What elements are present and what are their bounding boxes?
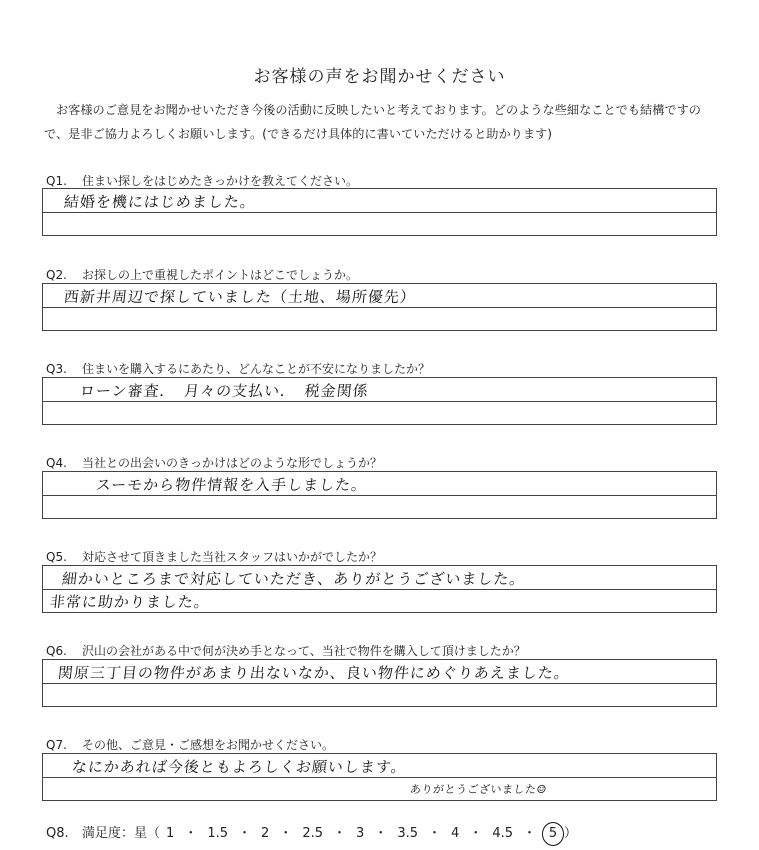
question-text: 住まい探しをはじめたきっかけを教えてください。: [82, 174, 359, 188]
rating-close: ）: [564, 826, 578, 841]
question-2: [46, 266, 358, 283]
question-text: 対応させて頂きました当社スタッフはいかがでしたか？: [82, 550, 383, 564]
intro-text: お客様のご意見をお聞かせいただき今後の活動に反映したいと考えております。どのような些細なことでも結構ですので、是非ご協力よろしくお願いします。(できるだけ具体的に書いていただけると助かります): [44, 103, 701, 141]
answer-7-line-1: なにかあれば今後ともよろしくお願いします。: [71, 758, 408, 776]
question-number: Q5.: [46, 550, 67, 564]
question-number: Q1.: [46, 174, 67, 188]
question-number: Q7.: [46, 738, 67, 752]
question-text: その他、ご意見・ご感想をお聞かせください。: [82, 738, 335, 752]
question-number: Q4.: [46, 456, 67, 470]
answer-6-line-1: 関原三丁目の物件があまり出ないなか、良い物件にめぐりあえました。: [57, 664, 571, 682]
rating-option: 2.5: [302, 826, 323, 841]
answer-7-line-2: ありがとうございました☺: [409, 783, 548, 796]
rating-option-selected: 5: [542, 822, 564, 846]
question-text: お探しの上で重視したポイントはどこでしょうか。: [82, 268, 359, 282]
question-number: Q2.: [46, 268, 67, 282]
rating-option: 1.5: [207, 826, 228, 841]
answer-4-line-1: スーモから物件情報を入手しました。: [95, 476, 369, 494]
rating-option: 1: [166, 826, 175, 841]
rating-option: 4.5: [492, 826, 513, 841]
question-5: [46, 548, 382, 565]
question-number: Q8.: [46, 826, 69, 841]
rating-option: 4: [451, 826, 460, 841]
question-number: Q6.: [46, 644, 67, 658]
satisfaction-rating: Q8. 満足度：星（ 1 ・ 1.5 ・ 2 ・ 2.5 ・ 3 ・ 3.5 ・ 4 ・ 4.5 ・ 5 ）: [46, 822, 577, 846]
answer-1-line-1: 結婚を機にはじめました。: [63, 193, 257, 211]
answer-2-line-1: 西新井周辺で探していました（土地、場所優先）: [63, 288, 417, 306]
question-3: [46, 360, 430, 377]
question-6: [46, 642, 526, 659]
question-7: [46, 736, 334, 753]
rating-option: 3.5: [397, 826, 418, 841]
answer-3-line-1: ローン審査． 月々の支払い． 税金関係: [79, 382, 370, 400]
question-text: 住まいを購入するにあたり、どんなことが不安になりましたか？: [82, 362, 431, 376]
page-title: お客様の声をお聞かせください: [253, 67, 506, 87]
answer-5-line-2: 非常に助かりました。: [49, 593, 211, 611]
question-number: Q3.: [46, 362, 67, 376]
question-1: [46, 172, 358, 189]
rating-option: 2: [261, 826, 270, 841]
rating-option: 3: [356, 826, 365, 841]
answer-5-line-1: 細かいところまで対応していただき、ありがとうございました。: [61, 570, 527, 588]
question-4: [46, 454, 382, 471]
question-text: 当社との出会いのきっかけはどのような形でしょうか？: [82, 456, 383, 470]
question-text: 沢山の会社がある中で何が決め手となって、当社で物件を購入して頂けましたか？: [82, 644, 526, 658]
rating-label: 満足度：星（: [82, 826, 161, 841]
